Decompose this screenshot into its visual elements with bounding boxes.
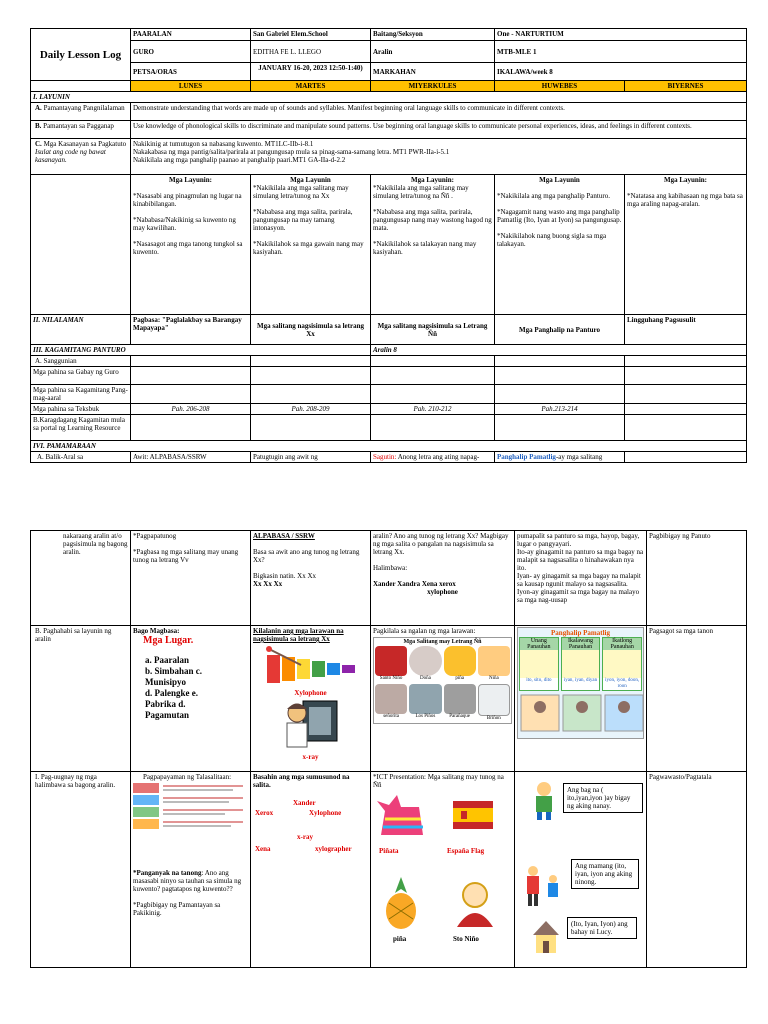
panghalip-column bbox=[561, 637, 601, 691]
day-header-biyernes: BIYERNES bbox=[625, 81, 747, 92]
teksbuk-page-lunes: Pah. 206-208 bbox=[131, 404, 251, 415]
balik-aral-huwebes: Panghalip Pamatlig-ay mga salitang bbox=[495, 452, 625, 463]
word: Xerox bbox=[255, 809, 274, 817]
r1-martes-line: Xx Xx Xx bbox=[253, 580, 283, 588]
n-tilde-chart bbox=[373, 637, 512, 724]
picture-label: Parañaque bbox=[449, 714, 471, 719]
objectives-huwebes-head: Mga Layunin bbox=[539, 176, 580, 184]
pag-uugnay-label: I. Pag-uugnay ng mga halimbawa sa bagong aralin. bbox=[31, 772, 131, 968]
r3-martes-words bbox=[253, 789, 368, 869]
panghalip-column-head: Unang Panauhan bbox=[520, 638, 558, 650]
objective-item: *Nababasa/Nakikinig sa kuwento ng may kawilihan. bbox=[133, 216, 236, 232]
boy-with-bag-image bbox=[531, 781, 557, 821]
word: Xena bbox=[255, 845, 271, 853]
nilalaman-lunes: Pagbasa: "Paglalakbay sa Barangay Mapayapa" bbox=[131, 315, 251, 345]
r1-huwebes-line: Iyan- ay ginagamit sa mga bagay na malapit sa kausap ngunit malayo sa nagsasalita. bbox=[517, 572, 641, 588]
nilalaman-martes: Mga salitang nagsisimula sa letrang Xx bbox=[251, 315, 371, 345]
panghalip-column-head: Ikalawang Panauhan bbox=[562, 638, 600, 650]
r1-miyer-line: Halimbawa: bbox=[373, 564, 408, 572]
list-item: a. Paaralan bbox=[145, 655, 189, 665]
baitang-label: Baitang/Seksyon bbox=[371, 29, 495, 41]
r2-martes bbox=[251, 626, 371, 772]
panganyak-text: : Ano ang masasabi ninyo sa tauhan sa simula ng kuwento? pagtatapos ng kuwento?? bbox=[133, 869, 242, 893]
nilalaman-miyerkules: Mga salitang nagsisimula sa Letrang Ññ bbox=[371, 315, 495, 345]
picture-label: señorita bbox=[383, 714, 400, 719]
picture-label: Niña bbox=[489, 676, 499, 681]
santo-nino-image bbox=[453, 879, 497, 929]
dona-picture bbox=[409, 646, 441, 676]
pina-picture bbox=[444, 646, 476, 676]
brinon-picture bbox=[478, 684, 510, 716]
r3-miyerkules bbox=[371, 772, 515, 968]
n-tilde-chart-title: Mga Salitang may Letrang Ññ bbox=[403, 639, 482, 645]
r3-lunes-question bbox=[133, 869, 248, 893]
r1-huwebes-line: pumapalit sa panturo sa mga, hayop, bagay, lugar o pangyayari. bbox=[517, 532, 640, 548]
teksbuk-page-martes: Pah. 208-209 bbox=[251, 404, 371, 415]
picture-label: piña bbox=[455, 676, 464, 681]
teksbuk-page-biyernes bbox=[625, 404, 747, 415]
kagamitang-pang-mag-aaral-label: Mga pahina sa Kagamitang Pang-mag-aaral bbox=[31, 385, 131, 404]
balik-aral-martes: Patugtugin ang awit ng bbox=[251, 452, 371, 463]
r2-lunes-list bbox=[133, 655, 248, 721]
gabay-guro-label: Mga pahina sa Gabay ng Guro bbox=[31, 367, 131, 385]
word-sto-nino: Sto Niño bbox=[453, 935, 479, 943]
baitang-value: One - NARTURTIUM bbox=[495, 29, 747, 41]
senorita-picture bbox=[375, 684, 407, 714]
aralin-label: Aralin bbox=[371, 41, 495, 63]
layunin-section: I. LAYUNIN bbox=[31, 92, 747, 103]
empty-cell bbox=[251, 385, 371, 404]
panghalip-words: ito, sito, dito bbox=[526, 678, 552, 683]
r1-miyer-last: xylophone bbox=[427, 588, 458, 596]
day-header-martes: MARTES bbox=[251, 81, 371, 92]
paaralan-label: PAARALAN bbox=[131, 29, 251, 41]
empty-cell bbox=[625, 356, 747, 367]
r2-lunes bbox=[131, 626, 251, 772]
empty-cell bbox=[371, 356, 495, 367]
r2-miyer-head: Pagkilala sa ngalan ng mga larawan: bbox=[373, 627, 476, 635]
r2-martes-xray-label: x-ray bbox=[302, 753, 319, 761]
kasanayan-text bbox=[131, 139, 747, 175]
example-sentences bbox=[603, 650, 641, 678]
picture-label: Briñon bbox=[486, 716, 501, 721]
objectives-martes-head: Mga Layunin bbox=[290, 176, 331, 184]
lesson-log-page-1 bbox=[30, 28, 746, 463]
r2-lunes-title: Mga Lugar. bbox=[143, 635, 194, 646]
guro-label: GURO bbox=[131, 41, 251, 63]
balik-aral-biyernes bbox=[625, 452, 747, 463]
pamantayan-pagganap-text: Use knowledge of phonological skills to discriminate and manipulate sound patterns. Use beginning oral language skills to communicate personal experiences, ideas, and feelings in different contexts. bbox=[131, 121, 747, 139]
day-header-blank bbox=[31, 81, 131, 92]
empty-cell bbox=[625, 367, 747, 385]
man-and-boy-image bbox=[521, 865, 565, 909]
empty-cell bbox=[371, 367, 495, 385]
objectives-miyerkules-head: Mga Layunin: bbox=[411, 176, 454, 184]
empty-cell bbox=[251, 367, 371, 385]
paranaque-picture bbox=[444, 684, 476, 714]
picture-label: Doña bbox=[419, 676, 431, 681]
r2-miyerkules bbox=[371, 626, 515, 772]
panghalip-words: iyan, iyan, diyan bbox=[563, 678, 598, 683]
los-pinos-picture bbox=[409, 684, 441, 714]
santo-nino-picture bbox=[375, 646, 407, 676]
r1-lunes bbox=[131, 531, 251, 626]
house-image bbox=[531, 919, 561, 955]
balik-aral-miyerkules: Sagutin: Anong letra ang ating napag- bbox=[371, 452, 495, 463]
objectives-biyernes bbox=[625, 175, 747, 315]
speech-bubble: (Ito, Iyan, Iyon) ang bahay ni Lucy. bbox=[567, 917, 637, 939]
nilalaman-biyernes: Lingguhang Pagsusulit bbox=[625, 315, 747, 345]
empty-cell bbox=[251, 415, 371, 441]
r1-lunes-line: *Pagpapatunog bbox=[133, 532, 177, 540]
kasanayan-note: Isulat ang code ng bawat kasanayan. bbox=[35, 148, 106, 164]
empty-cell bbox=[131, 356, 251, 367]
pamantayan-pagganap-label: B. Pamantayan sa Pagganap bbox=[31, 121, 131, 139]
word: Xander bbox=[293, 799, 316, 807]
r1-miyer-line: aralin? Ano ang tunog ng letrang Xx? Magbigay ng mga salita o pangalan na nagsisimula sa letrang Xx. bbox=[373, 532, 509, 556]
picture-tile bbox=[478, 646, 510, 682]
word: Xylophone bbox=[309, 809, 342, 817]
r2-lunes-head: Bago Magbasa: bbox=[133, 627, 180, 635]
panghalip-illustrations bbox=[519, 691, 645, 735]
day-header-miyerkules: MIYERKULES bbox=[371, 81, 495, 92]
list-item: d. Palengke e. bbox=[145, 688, 198, 698]
pamantayang-pangnilalaman-label: A. Pamantayang Pangnilalaman bbox=[31, 103, 131, 121]
empty-cell bbox=[131, 367, 251, 385]
panganyak-label: *Panganyak na tanong bbox=[133, 869, 202, 877]
paghahabi-label: B. Paghahabi sa layunin ng aralin bbox=[31, 626, 131, 772]
objectives-huwebes bbox=[495, 175, 625, 315]
panghalip-chart-title: Panghalip Pamatlig bbox=[551, 629, 610, 637]
pineapple-image bbox=[381, 875, 421, 931]
r3-lunes bbox=[131, 772, 251, 968]
r3-martes-head: Basahin ang mga sumusunod na salita. bbox=[253, 773, 350, 789]
objective-item: *Nasasagot ang mga tanong tungkol sa kuwento. bbox=[133, 240, 243, 256]
objective-item: *Natatasa ang kabihasaan ng mga bata sa mga araling napag-aralan. bbox=[627, 192, 743, 208]
objective-item: *Nababasa ang mga salita, parirala, pangungusap nang may wastong hagod ng mata. bbox=[373, 208, 492, 232]
empty-cell bbox=[251, 356, 371, 367]
empty-cell bbox=[495, 367, 625, 385]
panghalip-pamatlig-chart bbox=[517, 627, 644, 739]
objective-item: *Nakikilala ang mga salitang may simulang letra/tunog na Ññ . bbox=[373, 184, 469, 200]
petsa-label: PETSA/ORAS bbox=[131, 63, 251, 81]
markahan-value: IKALAWA/week 8 bbox=[495, 63, 747, 81]
r1-martes bbox=[251, 531, 371, 626]
document-title: Daily Lesson Log bbox=[31, 29, 131, 81]
r3-lunes-last: *Pagbibigay ng Pamantayan sa Pakikinig. bbox=[133, 901, 221, 917]
petsa-value: JANUARY 16-20, 2023 12:50-1:40) bbox=[251, 63, 371, 81]
lesson-log-table-1 bbox=[30, 28, 747, 463]
empty-cell bbox=[625, 385, 747, 404]
picture-tile bbox=[375, 684, 407, 722]
pamantayang-pangnilalaman-text: Demonstrate understanding that words are made up of sounds and syllables. Manifest beginning oral language skills to communicate in different contexts. bbox=[131, 103, 747, 121]
sanggunian-label: A. Sanggunian bbox=[31, 356, 131, 367]
r1-martes-line: Bigkasin natin. Xx Xx bbox=[253, 572, 316, 580]
objective-item: *Nakikilahok sa mga gawain nang may kasiyahan. bbox=[253, 240, 364, 256]
empty-cell bbox=[371, 415, 495, 441]
lesson-log-table-2 bbox=[30, 530, 747, 968]
r1-martes-head: ALPABASA / SSRW bbox=[253, 532, 315, 540]
objective-item: *Nakikilahok nang buong sigla sa mga talakayan. bbox=[497, 232, 607, 248]
aralin-value: MTB-MLE 1 bbox=[495, 41, 747, 63]
list-item: b. Simbahan c. bbox=[145, 666, 203, 676]
r1-martes-line: Basa sa awit ano ang tunog ng letrang Xx? bbox=[253, 548, 360, 564]
r3-huwebes bbox=[515, 772, 647, 968]
picture-tile bbox=[478, 684, 510, 722]
r3-biyernes: Pagwawasto/Pagtatala bbox=[647, 772, 747, 968]
empty-cell bbox=[495, 385, 625, 404]
list-item: Pabrika d. bbox=[145, 699, 186, 709]
objective-item: *Nakikilahok sa talakayan nang may kasiyahan. bbox=[373, 240, 477, 256]
spacer bbox=[133, 839, 248, 869]
xylophone-image bbox=[261, 645, 361, 687]
panghalip-chart-columns bbox=[519, 637, 642, 691]
r2-huwebes bbox=[515, 626, 647, 772]
markahan-label: MARKAHAN bbox=[371, 63, 495, 81]
picture-label: Los Piños bbox=[415, 714, 436, 719]
empty-cell bbox=[131, 415, 251, 441]
x-ray-image bbox=[281, 699, 341, 751]
paaralan-value: San Gabriel Elem.School bbox=[251, 29, 371, 41]
r1-miyer-names: Xander Xandra Xena xerox bbox=[373, 580, 456, 588]
empty-cell bbox=[371, 385, 495, 404]
picture-tile bbox=[375, 646, 407, 682]
talasalitaan-slide bbox=[133, 781, 247, 837]
spain-flag-image bbox=[453, 801, 493, 829]
n-tilde-grid bbox=[375, 646, 510, 722]
panghalip-column bbox=[602, 637, 642, 691]
nilalaman-huwebes: Mga Panghalip na Panturo bbox=[495, 315, 625, 345]
objective-item: *Nakikilala ang mga panghalip Panturo. bbox=[497, 192, 610, 200]
list-item: Pagamutan bbox=[145, 710, 190, 720]
objective-item: *Nababasa ang mga salita, parirala, pangungusap na may tamang intonasyon. bbox=[253, 208, 353, 232]
word: xylographer bbox=[315, 845, 352, 853]
day-header-huwebes: HUWEBES bbox=[495, 81, 625, 92]
objectives-martes bbox=[251, 175, 371, 315]
r1-huwebes bbox=[515, 531, 647, 626]
word: x-ray bbox=[297, 833, 313, 841]
balik-aral-label: A. Balik-Aral sa bbox=[31, 452, 131, 463]
kasanayan-line-1: Nakikinig at tumutugon sa nabasang kuwento. MT1LC-IIb-i-8.1 bbox=[133, 140, 314, 148]
objectives-lunes bbox=[131, 175, 251, 315]
day-header-lunes: LUNES bbox=[131, 81, 251, 92]
teksbuk-page-huwebes: Pah.213-214 bbox=[495, 404, 625, 415]
panghalip-column bbox=[519, 637, 559, 691]
kagamitan-aralin: Aralin 8 bbox=[371, 345, 747, 356]
r3-miyer-pictures bbox=[373, 789, 512, 965]
r1-lunes-line: *Pagbasa ng mga salitang may unang tunog na letrang Vv bbox=[133, 548, 239, 564]
objectives-blank bbox=[31, 175, 131, 315]
empty-cell bbox=[495, 356, 625, 367]
empty-cell bbox=[625, 415, 747, 441]
guro-value: EDITHA FE L. LLEGO bbox=[251, 41, 371, 63]
kasanayan-line-3: Nakikilala ang mga panghalip paanao at panghalip paari.MT1 GA-IIa-d-2.2 bbox=[133, 156, 346, 164]
panghalip-column-head: Ikatlong Panauhan bbox=[603, 638, 641, 650]
r1-biyernes: Pagbibigay ng Panuto bbox=[647, 531, 747, 626]
picture-tile bbox=[444, 646, 476, 682]
balik-aral-lunes: Awit: ALPABASA/SSRW bbox=[131, 452, 251, 463]
r3-lunes-head: Pagpapayaman ng Talasalitaan: bbox=[143, 773, 232, 781]
picture-tile bbox=[444, 684, 476, 722]
speech-bubble: Ang bag na ( ito,iyan,iyon )ay bigay ng aking nanay. bbox=[563, 783, 643, 813]
kagamitan-label: III. KAGAMITANG PANTURO bbox=[31, 345, 371, 356]
sagutin-word: Sagutin: bbox=[373, 453, 397, 461]
pamamaraan-label: IVI. PAMAMARAAN bbox=[31, 441, 747, 452]
objective-item: *Nasasabi ang pinagmulan ng lugar na kinabibilangan. bbox=[133, 192, 242, 208]
word: Piñata bbox=[379, 847, 399, 855]
nilalaman-label: II. NILALAMAN bbox=[31, 315, 131, 345]
kasanayan-line-2: Nakakabasa ng mga pantig/salita/parirala at pangungusap mula sa pinag-sama-samang letra. MT1 PWR-IIa-i-5.1 bbox=[133, 148, 450, 156]
kasanayan-label: C. Mga Kasanayan sa Pagkatuto Isulat ang code ng bawat kasanayan. bbox=[31, 139, 131, 175]
nina-picture bbox=[478, 646, 510, 676]
objective-item: *Nagagamit nang wasto ang mga panghalip Pamatlig (Ito, Iyan at Iyon) sa pangungusap. bbox=[497, 208, 622, 224]
teksbuk-page-miyerkules: Pah. 210-212 bbox=[371, 404, 495, 415]
picture-tile bbox=[409, 684, 441, 722]
objectives-miyerkules bbox=[371, 175, 495, 315]
empty-cell bbox=[131, 385, 251, 404]
word-pina: piña bbox=[393, 935, 407, 943]
r3-martes bbox=[251, 772, 371, 968]
list-item: Munisipyo bbox=[145, 677, 187, 687]
r2-biyernes: Pagsagot sa mga tanon bbox=[647, 626, 747, 772]
example-sentences bbox=[562, 650, 600, 678]
teksbuk-label: Mga pahina sa Teksbuk bbox=[31, 404, 131, 415]
picture-label: Santo Niño bbox=[379, 676, 403, 681]
empty-cell bbox=[495, 415, 625, 441]
lesson-log-page-2 bbox=[30, 530, 746, 968]
r3-miyer-head: *ICT Presentation: Mga salitang may tunog na Ññ bbox=[373, 773, 504, 789]
r3-huwebes-bubbles bbox=[517, 773, 644, 963]
objectives-biyernes-head: Mga Layunin: bbox=[664, 176, 707, 184]
karagdagang-kagamitan-label: B.Karagdagang Kagamitan mula sa portal ng Learning Resource bbox=[31, 415, 131, 441]
example-sentences bbox=[520, 650, 558, 678]
r1-huwebes-line: Ito-ay ginagamit na panturo sa mga bagay na malapit sa nagsasalita o hinahawakan nya ito. bbox=[517, 548, 644, 572]
objective-item: *Nakikilala ang mga salitang may simulang letra/tunog na Xx bbox=[253, 184, 349, 200]
balik-aral-label-cont: nakaraang aralin at/o pagsisimula ng bagong aralin. bbox=[31, 531, 131, 626]
r1-huwebes-line: Iyon-ay ginagamit sa mga bagay na malayo sa mga nag-uusap bbox=[517, 588, 640, 604]
pinata-image bbox=[373, 791, 431, 841]
objectives-lunes-head: Mga Layunin: bbox=[169, 176, 212, 184]
r2-martes-head: Kilalanin ang mga larawan na nagsisimula sa letrang Xx bbox=[253, 627, 344, 643]
r1-miyerkules bbox=[371, 531, 515, 626]
r2-martes-xylophone-label: Xylophone bbox=[294, 689, 327, 697]
panghalip-pamatlig-word: Panghalip Pamatlig bbox=[497, 453, 556, 461]
panghalip-words: iyon, iyon, doon, roon bbox=[605, 678, 640, 689]
word: España Flag bbox=[447, 847, 485, 855]
speech-bubble: Ang mamang (ito, iyan, iyon ang aking ninong. bbox=[571, 859, 639, 889]
picture-tile bbox=[409, 646, 441, 682]
